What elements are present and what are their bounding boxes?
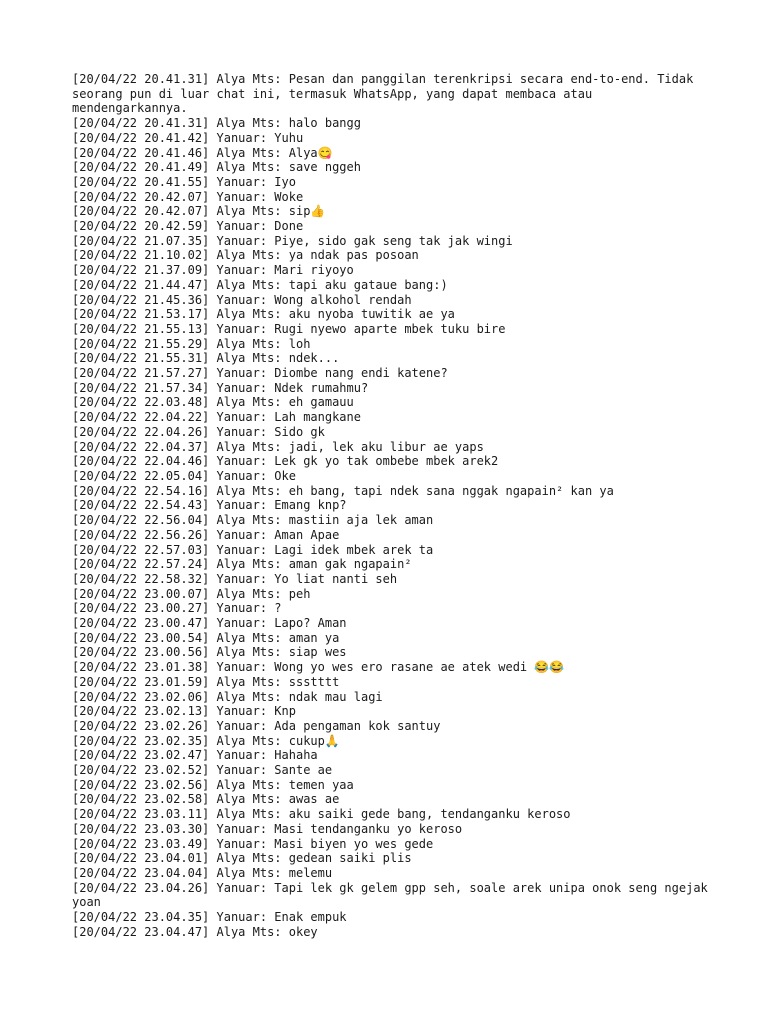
chat-line: [20/04/22 23.02.58] Alya Mts: awas ae <box>72 792 340 807</box>
chat-line: [20/04/22 23.03.49] Yanuar: Masi biyen yo wes gede <box>72 836 434 851</box>
chat-line: [20/04/22 22.03.48] Alya Mts: eh gamauu <box>72 395 354 410</box>
chat-line: [20/04/22 21.44.47] Alya Mts: tapi aku gataue bang:) <box>72 277 448 292</box>
chat-line: [20/04/22 23.02.13] Yanuar: Knp <box>72 704 296 719</box>
chat-line: [20/04/22 20.42.07] Alya Mts: sip👍 <box>72 204 326 219</box>
chat-line: [20/04/22 22.58.32] Yanuar: Yo liat nanti seh <box>72 571 398 586</box>
chat-line: [20/04/22 23.04.01] Alya Mts: gedean saiki plis <box>72 851 412 866</box>
chat-line: [20/04/22 23.03.11] Alya Mts: aku saiki gede bang, tendanganku keroso <box>72 807 571 822</box>
chat-line: [20/04/22 21.10.02] Alya Mts: ya ndak pas posoan <box>72 248 419 263</box>
chat-line: [20/04/22 21.53.17] Alya Mts: aku nyoba tuwitik ae ya <box>72 307 455 322</box>
chat-line: [20/04/22 21.57.27] Yanuar: Diombe nang endi katene? <box>72 366 448 381</box>
chat-line: [20/04/22 23.04.47] Alya Mts: okey <box>72 924 318 939</box>
chat-line: [20/04/22 23.04.35] Yanuar: Enak empuk <box>72 910 347 925</box>
chat-line: [20/04/22 23.02.06] Alya Mts: ndak mau lagi <box>72 689 383 704</box>
chat-line: [20/04/22 20.41.46] Alya Mts: Alya😋 <box>72 145 333 160</box>
chat-line: [20/04/22 20.42.59] Yanuar: Done <box>72 219 304 234</box>
chat-line: [20/04/22 23.02.47] Yanuar: Hahaha <box>72 748 318 763</box>
chat-line: [20/04/22 23.00.56] Alya Mts: siap wes <box>72 645 347 660</box>
chat-line: [20/04/22 20.41.31] Alya Mts: Pesan dan panggilan terenkripsi secara end-to-end. Tidak seorang pun di luar chat ini, termasuk WhatsApp, yang dapat membaca atau mendengarkannya. <box>72 72 701 116</box>
chat-line: [20/04/22 22.57.03] Yanuar: Lagi idek mbek arek ta <box>72 542 434 557</box>
chat-line: [20/04/22 22.54.43] Yanuar: Emang knp? <box>72 498 347 513</box>
chat-line: [20/04/22 21.45.36] Yanuar: Wong alkohol rendah <box>72 292 412 307</box>
chat-line: [20/04/22 23.00.47] Yanuar: Lapo? Aman <box>72 616 347 631</box>
chat-line: [20/04/22 22.57.24] Alya Mts: aman gak ngapain² <box>72 557 412 572</box>
chat-line: [20/04/22 23.02.35] Alya Mts: cukup🙏 <box>72 733 340 748</box>
chat-line: [20/04/22 23.01.59] Alya Mts: ssstttt <box>72 674 340 689</box>
chat-line: [20/04/22 23.02.26] Yanuar: Ada pengaman kok santuy <box>72 718 441 733</box>
chat-line: [20/04/22 21.37.09] Yanuar: Mari riyoyo <box>72 263 354 278</box>
chat-line: [20/04/22 23.04.26] Yanuar: Tapi lek gk gelem gpp seh, soale arek unipa onok seng ngejak yoan <box>72 880 715 910</box>
chat-line: [20/04/22 21.57.34] Yanuar: Ndek rumahmu? <box>72 380 369 395</box>
chat-line: [20/04/22 23.04.04] Alya Mts: melemu <box>72 865 333 880</box>
chat-transcript <box>72 72 715 939</box>
chat-line: [20/04/22 23.00.07] Alya Mts: peh <box>72 586 311 601</box>
chat-line: [20/04/22 21.07.35] Yanuar: Piye, sido gak seng tak jak wingi <box>72 233 513 248</box>
chat-line: [20/04/22 22.56.04] Alya Mts: mastiin aja lek aman <box>72 513 434 528</box>
chat-line: [20/04/22 20.42.07] Yanuar: Woke <box>72 189 304 204</box>
chat-line: [20/04/22 20.41.42] Yanuar: Yuhu <box>72 130 304 145</box>
chat-line: [20/04/22 20.41.49] Alya Mts: save nggeh <box>72 160 361 175</box>
chat-line: [20/04/22 23.01.38] Yanuar: Wong yo wes ero rasane ae atek wedi 😂😂 <box>72 660 565 675</box>
chat-line: [20/04/22 22.04.22] Yanuar: Lah mangkane <box>72 410 361 425</box>
chat-line: [20/04/22 22.05.04] Yanuar: Oke <box>72 468 296 483</box>
chat-line: [20/04/22 21.55.29] Alya Mts: loh <box>72 336 311 351</box>
chat-line: [20/04/22 20.41.31] Alya Mts: halo bangg <box>72 116 361 131</box>
chat-line: [20/04/22 23.02.52] Yanuar: Sante ae <box>72 763 333 778</box>
chat-line: [20/04/22 21.55.13] Yanuar: Rugi nyewo aparte mbek tuku bire <box>72 321 506 336</box>
chat-line: [20/04/22 22.56.26] Yanuar: Aman Apae <box>72 527 340 542</box>
chat-line: [20/04/22 23.00.54] Alya Mts: aman ya <box>72 630 340 645</box>
chat-line: [20/04/22 21.55.31] Alya Mts: ndek... <box>72 351 340 366</box>
chat-line: [20/04/22 23.00.27] Yanuar: ? <box>72 601 282 616</box>
chat-line: [20/04/22 23.03.30] Yanuar: Masi tendanganku yo keroso <box>72 821 463 836</box>
chat-line: [20/04/22 23.02.56] Alya Mts: temen yaa <box>72 777 354 792</box>
chat-line: [20/04/22 22.04.46] Yanuar: Lek gk yo tak ombebe mbek arek2 <box>72 454 499 469</box>
chat-line: [20/04/22 22.54.16] Alya Mts: eh bang, tapi ndek sana nggak ngapain² kan ya <box>72 483 614 498</box>
chat-line: [20/04/22 20.41.55] Yanuar: Iyo <box>72 174 296 189</box>
chat-line: [20/04/22 22.04.37] Alya Mts: jadi, lek aku libur ae yaps <box>72 439 484 454</box>
chat-line: [20/04/22 22.04.26] Yanuar: Sido gk <box>72 424 325 439</box>
